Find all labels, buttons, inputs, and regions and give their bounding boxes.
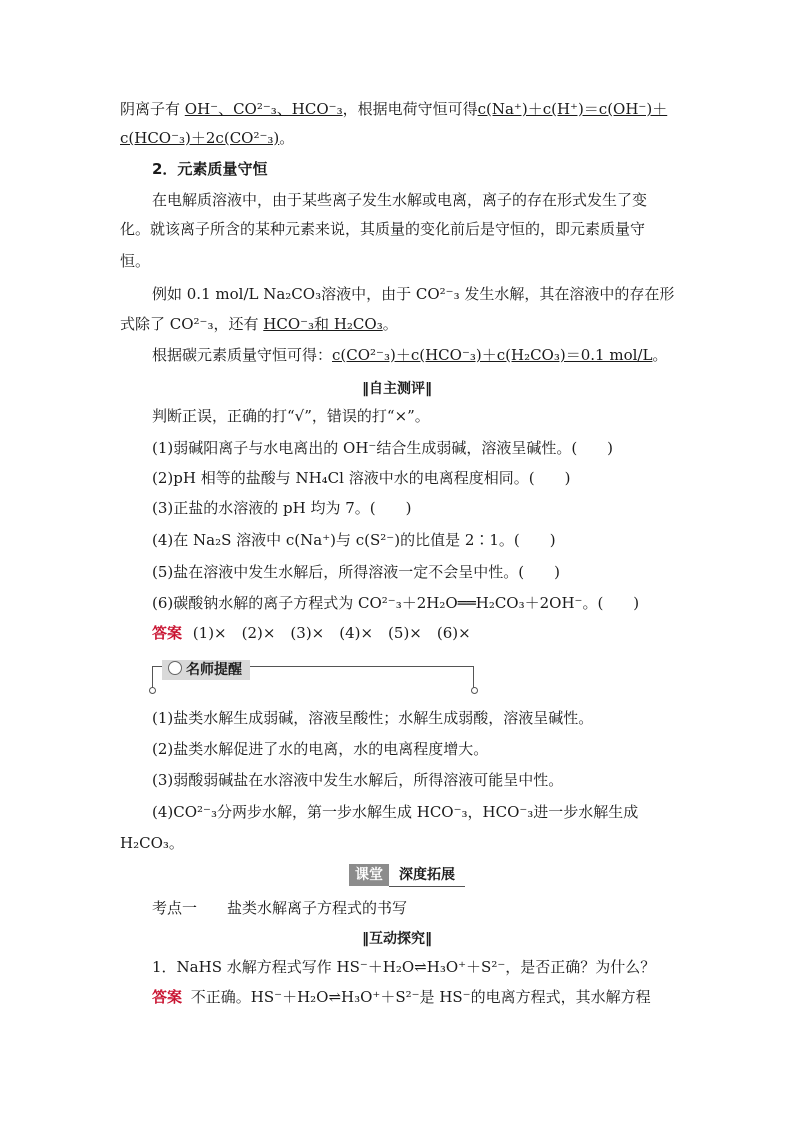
question-1: 1．NaHS 水解方程式写作 HS⁻＋H₂O⇌H₃O⁺＋S²⁻，是否正确？为什么？ [152, 958, 656, 976]
answer-label: 答案 [152, 624, 183, 642]
teacher-tip-label [162, 660, 250, 680]
answer-line [152, 623, 471, 643]
example-line-2 [120, 314, 398, 334]
key-point-title: 考点一 盐类水解离子方程式的书写 [152, 899, 408, 917]
tip-item: (2)盐类水解促进了水的电离，水的电离程度增大。 [152, 740, 489, 758]
carbon-equation: c(CO²⁻₃)＋c(HCO⁻₃)＋c(H₂CO₃)＝0.1 mol/L [332, 346, 653, 364]
charge-conservation-line-1 [120, 99, 667, 119]
frame-dot [471, 687, 478, 694]
charge-equation-part-2: c(HCO⁻₃)＋2c(CO²⁻₃) [120, 129, 280, 147]
section-title-element-conservation: 2．元素质量守恒 [152, 160, 268, 178]
paragraph-line: 恒。 [120, 252, 151, 270]
paragraph-line: 在电解质溶液中，由于某些离子发生水解或电离，离子的存在形式发生了变 [152, 191, 648, 209]
carbon-conservation-line [152, 345, 667, 365]
judge-instructions: 判断正误，正确的打“√”，错误的打“×”。 [152, 407, 430, 425]
answer-text: 不正确。HS⁻＋H₂O⇌H₃O⁺＋S²⁻是 HS⁻的电离方程式，其水解方程 [190, 988, 651, 1006]
self-test-heading: ‖自主测评‖ [362, 381, 432, 397]
lightbulb-icon [168, 661, 182, 675]
question-item: (3)正盐的水溶液的 pH 均为 7。( ) [152, 499, 412, 517]
species-list: HCO⁻₃和 H₂CO₃ [263, 315, 383, 333]
question-item: (6)碳酸钠水解的离子方程式为 CO²⁻₃＋2H₂O══H₂CO₃＋2OH⁻。( ) [152, 594, 640, 612]
tip-item: (3)弱酸弱碱盐在水溶液中发生水解后，所得溶液可能呈中性。 [152, 771, 564, 789]
charge-conservation-line-2 [120, 128, 294, 148]
question-item: (5)盐在溶液中发生水解后，所得溶液一定不会呈中性。( ) [152, 563, 560, 581]
text-segment: 式除了 CO²⁻₃，还有 [120, 315, 264, 333]
text-segment: 。 [652, 346, 668, 364]
answer-1-line [152, 987, 651, 1007]
text-segment: ，根据电荷守恒可得 [342, 100, 478, 118]
example-line-1: 例如 0.1 mol/L Na₂CO₃溶液中，由于 CO²⁻₃ 发生水解，其在溶液中的存在形 [152, 285, 675, 303]
text-segment: 。 [279, 129, 295, 147]
paragraph-line: 化。就该离子所含的某种元素来说，其质量的变化前后是守恒的，即元素质量守 [120, 220, 646, 238]
charge-equation-part-1: c(Na⁺)＋c(H⁺)＝c(OH⁻)＋ [477, 100, 668, 118]
text-segment: 根据碳元素质量守恒可得： [152, 346, 333, 364]
section-header [349, 864, 465, 886]
section-tag: 课堂 [349, 864, 389, 886]
text-segment: 。 [382, 315, 398, 333]
tip-label-text: 名师提醒 [186, 662, 242, 678]
tip-item: (4)CO²⁻₃分两步水解，第一步水解生成 HCO⁻₃，HCO⁻₃进一步水解生成 [152, 803, 639, 821]
frame-dot [149, 687, 156, 694]
question-item: (2)pH 相等的盐酸与 NH₄Cl 溶液中水的电离程度相同。( ) [152, 469, 571, 487]
anion-list: OH⁻、CO²⁻₃、HCO⁻₃ [184, 100, 343, 118]
interactive-heading: ‖互动探究‖ [362, 931, 432, 947]
answer-label: 答案 [152, 988, 183, 1006]
question-item: (4)在 Na₂S 溶液中 c(Na⁺)与 c(S²⁻)的比值是 2∶1。( ) [152, 531, 556, 549]
question-item: (1)弱碱阳离子与水电离出的 OH⁻结合生成弱碱，溶液呈碱性。( ) [152, 439, 614, 457]
teacher-tip-frame [152, 660, 474, 694]
section-title: 深度拓展 [389, 864, 465, 887]
tip-item: (1)盐类水解生成弱碱，溶液呈酸性；水解生成弱酸，溶液呈碱性。 [152, 709, 594, 727]
text-segment: 阴离子有 [120, 100, 185, 118]
answer-text: (1)× (2)× (3)× (4)× (5)× (6)× [192, 624, 471, 642]
tip-item: H₂CO₃。 [120, 834, 184, 852]
